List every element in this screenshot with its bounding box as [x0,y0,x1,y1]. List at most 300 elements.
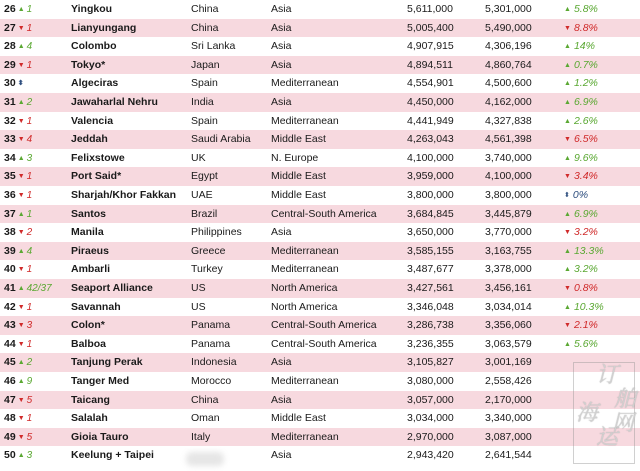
triangle-down-icon: ▼ [17,229,25,237]
country-cell: India [191,96,214,108]
growth-value: 3.2% [573,263,598,276]
triangle-up-icon: ▲ [564,340,571,348]
triangle-down-icon: ▼ [17,303,25,311]
teu-value-previous: 3,340,000 [485,412,532,425]
teu-value-current: 3,585,155 [407,244,454,257]
triangle-down-icon: ▼ [17,396,25,404]
teu-value-current: 2,943,420 [407,449,454,462]
country-cell: Philippines [191,226,242,239]
growth-cell [564,37,595,57]
port-name: Keelung + Taipei [71,449,154,462]
table-row [0,37,640,56]
growth-cell [564,149,598,169]
rank-change: 42/37 [26,283,52,294]
triangle-down-icon: ▼ [17,136,25,144]
rank-change: 1 [26,413,33,425]
teu-value-previous: 3,063,579 [485,337,532,350]
blurred-country-cell [186,452,224,466]
rank-change: 1 [26,115,33,127]
teu-value-previous: 3,163,755 [485,244,532,257]
rank-number: 40 [4,263,16,276]
region-cell: Middle East [271,412,326,425]
rank-number: 45 [4,356,16,369]
country-cell: Italy [191,430,211,443]
rank-number: 39 [4,244,16,257]
growth-value: 0% [572,189,589,201]
triangle-up-icon: ▲ [564,210,571,218]
teu-value-current: 4,441,949 [407,114,454,127]
triangle-up-icon: ▲ [17,99,25,106]
teu-value-previous: 3,800,000 [485,189,532,201]
rank-cell [4,93,32,113]
country-cell: Spain [191,77,218,90]
rank-number: 32 [4,114,16,127]
region-cell: Central-South America [271,319,377,332]
port-name: Seaport Alliance [71,282,153,294]
watermark-stamp [573,362,635,464]
teu-value-current: 4,100,000 [407,151,454,164]
rank-cell [4,260,32,280]
table-row [0,260,640,279]
triangle-up-icon: ▲ [564,43,571,51]
country-cell: UAE [191,189,213,201]
growth-value: 9.6% [573,151,598,164]
region-cell: N. Europe [271,151,319,164]
region-cell: Middle East [271,133,326,146]
port-name: Jeddah [71,133,108,146]
teu-value-current: 4,450,000 [407,96,454,108]
region-cell: Central-South America [271,337,377,350]
teu-value-current: 3,650,000 [407,226,454,239]
rank-number: 49 [4,430,16,443]
rank-cell [4,149,32,169]
growth-value: 1.2% [573,77,598,90]
country-cell: Japan [191,58,220,71]
triangle-up-icon: ▲ [564,247,571,255]
triangle-up-icon: ▲ [17,210,25,218]
port-name: Santos [71,207,107,220]
triangle-down-icon: ▼ [564,229,571,237]
region-cell: Asia [271,226,292,239]
growth-cell [564,19,598,39]
rank-cell [4,242,32,262]
country-cell: Oman [191,412,220,425]
port-name: Algeciras [71,77,119,90]
teu-value-previous: 4,327,838 [485,114,532,127]
port-name: Port Said* [71,170,122,183]
triangle-up-icon: ▲ [564,99,571,106]
triangle-up-icon: ▲ [17,247,25,255]
teu-value-previous: 3,445,879 [485,207,532,220]
country-cell: China [191,21,219,34]
growth-value: 5.8% [573,3,598,15]
growth-value: 13.3% [573,244,604,257]
teu-value-current: 3,057,000 [407,393,454,406]
triangle-down-icon: ▼ [564,322,571,330]
table-row [0,425,640,450]
triangle-up-icon: ▲ [564,117,571,125]
port-name: Valencia [71,114,114,127]
triangle-down-icon: ▼ [17,433,25,441]
table-row [0,316,640,335]
region-cell: Asia [271,3,292,15]
growth-value: 6.5% [573,133,598,146]
teu-value-previous: 5,301,000 [485,3,532,15]
growth-cell [564,279,598,299]
port-name: Yingkou [71,3,113,15]
teu-value-previous: 4,100,000 [485,170,532,183]
region-cell: Mediterranean [271,430,339,443]
triangle-up-icon: ▲ [564,303,571,311]
table-row [0,223,640,242]
rank-cell [4,37,32,57]
watermark-char: 订 [596,363,619,388]
rank-cell [4,186,32,206]
rank-number: 35 [4,170,16,183]
growth-value: 3.2% [573,226,598,239]
rank-cell [4,74,24,94]
triangle-up-icon: ▲ [17,6,25,13]
teu-value-previous: 4,860,764 [485,58,532,71]
teu-value-previous: 3,356,060 [485,319,532,332]
triangle-down-icon: ▼ [17,117,25,125]
teu-value-previous: 4,500,600 [485,77,532,90]
table-row [0,112,640,131]
growth-cell [564,316,598,336]
growth-cell [564,335,598,355]
teu-value-current: 3,236,355 [407,337,454,350]
triangle-up-icon: ▲ [564,61,571,69]
teu-value-current: 3,427,561 [407,282,454,294]
port-name: Piraeus [71,244,109,257]
country-cell: Saudi Arabia [191,133,251,146]
growth-cell [564,186,588,206]
teu-value-current: 5,005,400 [407,21,454,34]
triangle-up-icon: ▲ [564,154,571,162]
country-cell: Egypt [191,170,218,183]
teu-value-current: 3,346,048 [407,300,454,313]
teu-value-previous: 3,456,161 [485,282,532,294]
country-cell: Panama [191,319,231,332]
growth-value: 0.8% [573,282,598,294]
triangle-up-icon: ▲ [17,285,25,292]
port-name: Gioia Tauro [71,430,129,443]
region-cell: Middle East [271,189,326,201]
rank-change: 3 [26,320,33,332]
rank-cell [4,353,32,373]
rank-change: 1 [26,190,33,201]
triangle-up-icon: ▲ [564,6,571,13]
rank-change: 5 [26,431,33,443]
growth-value: 6.9% [573,207,598,220]
teu-value-previous: 3,740,000 [485,151,532,164]
triangle-down-icon: ▼ [17,192,25,199]
table-row [0,242,640,261]
teu-value-current: 3,959,000 [407,170,454,183]
region-cell: Asia [271,356,292,369]
growth-cell [564,298,604,318]
region-cell: Mediterranean [271,77,339,90]
rank-cell [4,19,32,39]
rank-cell [4,428,32,448]
teu-value-previous: 3,087,000 [485,430,532,443]
country-cell: UK [191,151,206,164]
rank-cell [4,112,32,132]
teu-value-current: 3,105,827 [407,356,454,369]
triangle-down-icon: ▼ [564,285,571,292]
watermark-char: 运 [596,425,619,450]
triangle-down-icon: ▼ [564,24,571,32]
triangle-up-icon: ▲ [17,43,25,51]
teu-value-current: 3,684,845 [407,207,454,220]
country-cell: Turkey [191,263,223,276]
growth-cell [564,260,598,280]
growth-value: 5.6% [573,337,598,350]
teu-value-previous: 4,162,000 [485,96,532,108]
growth-cell [564,74,598,94]
rank-change: 1 [26,208,33,220]
rank-cell [4,0,32,20]
triangle-down-icon: ▼ [17,24,25,32]
region-cell: Asia [271,58,292,71]
rank-number: 37 [4,207,16,220]
rank-number: 43 [4,319,16,332]
rank-change: 4 [26,245,33,257]
growth-cell [564,167,598,187]
table-row [0,167,640,186]
triangle-down-icon: ▼ [564,136,571,144]
country-cell: Spain [191,114,218,127]
growth-cell [564,0,598,20]
rank-number: 27 [4,21,16,34]
rank-change: 1 [26,338,33,350]
rank-number: 33 [4,133,16,146]
growth-cell [564,205,598,225]
rank-change: 4 [26,134,33,146]
port-name: Lianyungang [71,21,137,34]
teu-value-current: 3,800,000 [407,189,454,201]
rank-cell [4,316,32,336]
region-cell: Middle East [271,170,326,183]
country-cell: Brazil [191,207,218,220]
table-row [0,149,640,168]
growth-cell [564,223,598,243]
table-row [0,372,640,391]
rank-change: 1 [26,264,33,276]
rank-number: 50 [4,449,16,462]
port-name: Balboa [71,337,107,350]
teu-value-current: 5,611,000 [407,3,453,15]
teu-value-current: 4,554,901 [407,77,454,90]
growth-cell [564,56,598,76]
growth-value: 2.1% [573,319,598,332]
region-cell: Asia [271,96,292,108]
rank-number: 29 [4,58,16,71]
rank-number: 26 [4,3,16,15]
teu-value-previous: 2,641,544 [485,449,532,462]
rank-number: 46 [4,375,16,387]
country-cell: Indonesia [191,356,237,369]
teu-value-current: 3,080,000 [407,375,454,387]
rank-number: 47 [4,393,16,406]
rank-change: 3 [26,152,33,164]
region-cell: Mediterranean [271,375,339,387]
teu-value-current: 4,894,511 [407,58,453,71]
port-name: Tanger Med [71,375,130,387]
triangle-down-icon: ▼ [17,340,25,348]
rank-number: 28 [4,40,16,53]
port-name: Felixstowe [71,151,125,164]
port-name: Jawaharlal Nehru [71,96,158,108]
triangle-up-icon: ▲ [564,266,571,274]
watermark-char: 海 [576,401,599,426]
table-row [0,387,640,412]
port-name: Tokyo* [71,58,106,71]
growth-cell [564,93,598,113]
rank-cell [4,205,32,225]
region-cell: North America [271,282,338,294]
rank-change: 4 [26,41,33,53]
teu-value-current: 3,286,738 [407,319,454,332]
rank-cell [4,167,32,187]
triangle-down-icon: ▼ [17,322,25,330]
growth-cell [564,112,598,132]
port-name: Salalah [71,412,108,425]
region-cell: Asia [271,393,292,406]
rank-cell [4,298,32,318]
growth-cell [564,242,604,262]
rank-number: 38 [4,226,16,239]
growth-value: 14% [573,40,595,53]
port-name: Savannah [71,300,121,313]
port-name: Sharjah/Khor Fakkan [71,189,177,201]
table-row [0,446,640,465]
watermark-char: 舶 [614,387,637,412]
port-name: Manila [71,226,104,239]
triangle-up-icon: ▲ [564,80,571,88]
rank-change: 5 [26,394,33,406]
region-cell: Mediterranean [271,244,339,257]
rank-cell [4,391,32,411]
country-cell: China [191,3,219,15]
growth-value: 6.9% [573,96,598,108]
teu-value-previous: 3,001,169 [485,356,532,369]
rank-cell [4,372,32,392]
triangle-down-icon: ▼ [17,61,25,69]
table-row [0,130,640,149]
table-row [0,298,640,317]
growth-value: 2.6% [573,114,598,127]
triangle-down-icon: ▼ [17,173,25,181]
port-name: Ambarli [71,263,111,276]
teu-value-previous: 2,170,000 [485,393,532,406]
rank-cell [4,56,32,76]
triangle-up-icon: ▲ [17,452,25,460]
teu-value-previous: 3,770,000 [485,226,532,239]
region-cell: Mediterranean [271,263,339,276]
region-cell: North America [271,300,338,313]
teu-value-previous: 3,034,014 [485,300,532,313]
up-down-icon: ⬍ [17,80,24,88]
rank-change: 1 [26,4,33,15]
rank-change: 1 [26,59,33,71]
growth-value: 10.3% [573,300,604,313]
teu-value-current: 3,487,677 [407,263,454,276]
port-name: Tanjung Perak [71,356,143,369]
table-row [0,353,640,372]
rank-number: 41 [4,282,16,294]
triangle-down-icon: ▼ [17,415,25,423]
country-cell: US [191,300,206,313]
rank-change: 1 [26,301,33,313]
rank-number: 36 [4,189,16,201]
region-cell: Mediterranean [271,114,339,127]
table-row [0,93,640,112]
triangle-down-icon: ▼ [564,173,571,181]
region-cell: Asia [271,449,292,462]
rank-cell [4,446,32,466]
growth-value: 0.7% [573,58,598,71]
triangle-up-icon: ▲ [17,378,25,385]
rank-change: 2 [26,97,33,108]
country-cell: Panama [191,337,231,350]
rank-change: 1 [26,171,33,183]
region-cell: Asia [271,21,292,34]
table-row [0,409,640,428]
country-cell: Sri Lanka [191,40,236,53]
teu-value-previous: 3,378,000 [485,263,532,276]
region-cell: Central-South America [271,207,377,220]
table-row [0,205,640,224]
table-row [0,186,640,205]
table-row [0,0,640,19]
teu-value-current: 4,907,915 [407,40,454,53]
country-cell: Morocco [191,375,232,387]
country-cell: US [191,282,206,294]
rank-change: 9 [26,376,33,387]
triangle-up-icon: ▲ [17,359,25,367]
country-cell: China [191,393,219,406]
rank-number: 42 [4,300,16,313]
table-row [0,335,640,354]
rank-number: 44 [4,337,16,350]
rank-change: 2 [26,357,33,369]
rank-number: 48 [4,412,16,425]
growth-cell [564,130,598,150]
port-name: Colon* [71,319,105,332]
teu-value-current: 2,970,000 [407,430,454,443]
rank-change: 2 [26,227,33,239]
country-cell: Greece [191,244,226,257]
rank-cell [4,279,52,299]
table-row [0,279,640,298]
rank-cell [4,223,32,243]
teu-value-previous: 2,558,426 [485,375,532,387]
table-row [0,56,640,75]
rank-number: 31 [4,96,16,108]
port-name: Colombo [71,40,117,53]
teu-value-previous: 4,561,398 [485,133,532,146]
triangle-up-icon: ▲ [17,154,25,162]
triangle-down-icon: ▼ [17,266,25,274]
port-name: Taicang [71,393,110,406]
table-row [0,74,640,93]
teu-value-current: 4,263,043 [407,133,454,146]
rank-change: 1 [26,22,33,34]
growth-value: 8.8% [573,21,598,34]
rank-number: 30 [4,77,16,90]
rank-cell [4,335,32,355]
